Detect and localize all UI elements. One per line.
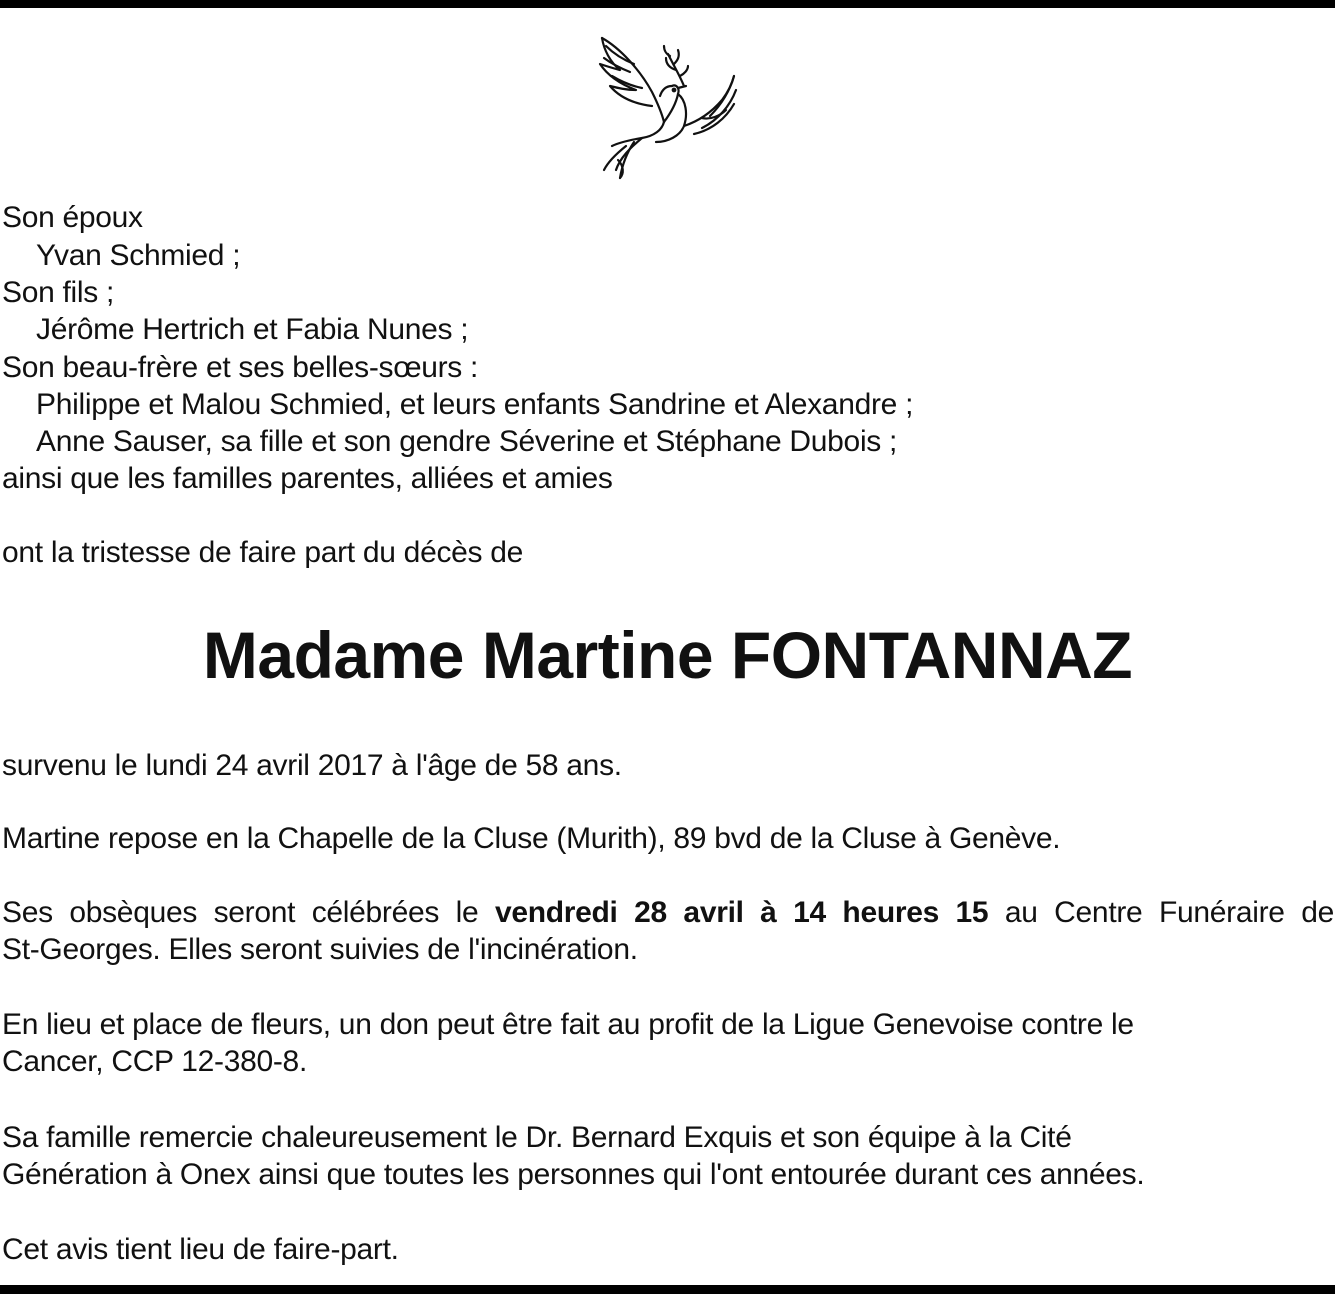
inlaws-line-1: Philippe et Malou Schmied, et leurs enfants Sandrine et Alexandre ; [36, 388, 914, 421]
funeral-suffix: au Centre Funéraire de [1004, 896, 1334, 929]
thanks-line-1: Sa famille remercie chaleureusement le Dr. Bernard Exquis et son équipe à la Cité [2, 1121, 1072, 1154]
death-info: survenu le lundi 24 avril 2017 à l'âge de 58 ans. [2, 749, 622, 782]
funeral-prefix: Ses obsèques seront célébrées le [2, 896, 479, 929]
rest-place: Martine repose en la Chapelle de la Cluse (Murith), 89 bvd de la Cluse à Genève. [2, 822, 1061, 855]
son-name: Jérôme Hertrich et Fabia Nunes ; [36, 313, 469, 346]
deceased-name: Madame Martine FONTANNAZ [202, 618, 1133, 692]
son-heading: Son fils ; [2, 276, 115, 309]
donation-line-1: En lieu et place de fleurs, un don peut être fait au profit de la Ligue Genevoise contre le [2, 1008, 1134, 1041]
notice-text: Cet avis tient lieu de faire-part. [2, 1233, 399, 1266]
top-border-rule [0, 0, 1335, 8]
funeral-line-2: St-Georges. Elles seront suivies de l'incinération. [2, 933, 638, 966]
announcement-text: ont la tristesse de faire part du décès de [2, 536, 524, 569]
inlaws-line-2: Anne Sauser, sa fille et son gendre Séverine et Stéphane Dubois ; [36, 425, 898, 458]
bottom-border-rule [0, 1285, 1335, 1294]
inlaws-heading: Son beau-frère et ses belles-sœurs : [2, 351, 479, 384]
spouse-heading: Son époux [2, 201, 143, 234]
funeral-date-time: vendredi 28 avril à 14 heures 15 [494, 896, 989, 929]
donation-line-2: Cancer, CCP 12-380-8. [2, 1045, 307, 1078]
funeral-line-1 [2, 895, 1334, 931]
spouse-name: Yvan Schmied ; [36, 239, 241, 272]
thanks-line-2: Génération à Onex ainsi que toutes les personnes qui l'ont entourée durant ces années. [2, 1158, 1145, 1191]
family-closing: ainsi que les familles parentes, alliées et amies [2, 462, 613, 495]
dove-with-olive-branch-icon [590, 30, 750, 185]
